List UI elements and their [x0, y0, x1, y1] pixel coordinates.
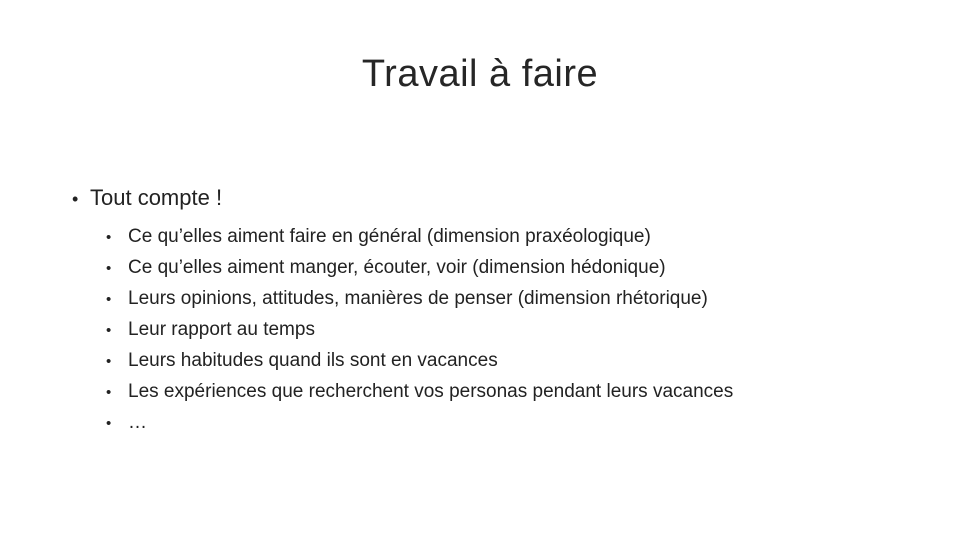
bullet-icon: • — [106, 321, 112, 339]
sub-bullet-item — [106, 376, 892, 407]
sub-bullet-text: Ce qu’elles aiment faire en général (dimension praxéologique) — [128, 225, 651, 247]
sub-bullet-text: Ce qu’elles aiment manger, écouter, voir (dimension hédonique) — [128, 256, 666, 278]
slide-title: Travail à faire — [361, 53, 599, 95]
sub-bullet-item — [106, 345, 892, 376]
bullet-icon: • — [106, 414, 112, 432]
sub-bullet-item — [106, 221, 892, 252]
sub-bullet-item — [106, 314, 892, 345]
bullet-icon: • — [106, 383, 112, 401]
sub-bullet-text: Leur rapport au temps — [128, 318, 315, 340]
sub-bullet-text: … — [128, 411, 147, 433]
sub-bullet-item — [106, 252, 892, 283]
main-bullet-item — [72, 184, 892, 213]
sub-bullet-item — [106, 407, 892, 438]
sub-bullet-text: Les expériences que recherchent vos personas pendant leurs vacances — [128, 380, 734, 402]
sub-bullet-text: Leurs opinions, attitudes, manières de penser (dimension rhétorique) — [128, 287, 708, 309]
bullet-icon: • — [106, 290, 112, 308]
sub-bullet-list — [72, 221, 892, 438]
bullet-icon: • — [106, 228, 112, 246]
bullet-icon: • — [72, 189, 79, 209]
main-bullet-text: Tout compte ! — [90, 185, 223, 210]
sub-bullet-item — [106, 283, 892, 314]
bullet-icon: • — [106, 259, 112, 277]
bullet-icon: • — [106, 352, 112, 370]
sub-bullet-text: Leurs habitudes quand ils sont en vacances — [128, 349, 498, 371]
slide-content — [72, 184, 892, 438]
